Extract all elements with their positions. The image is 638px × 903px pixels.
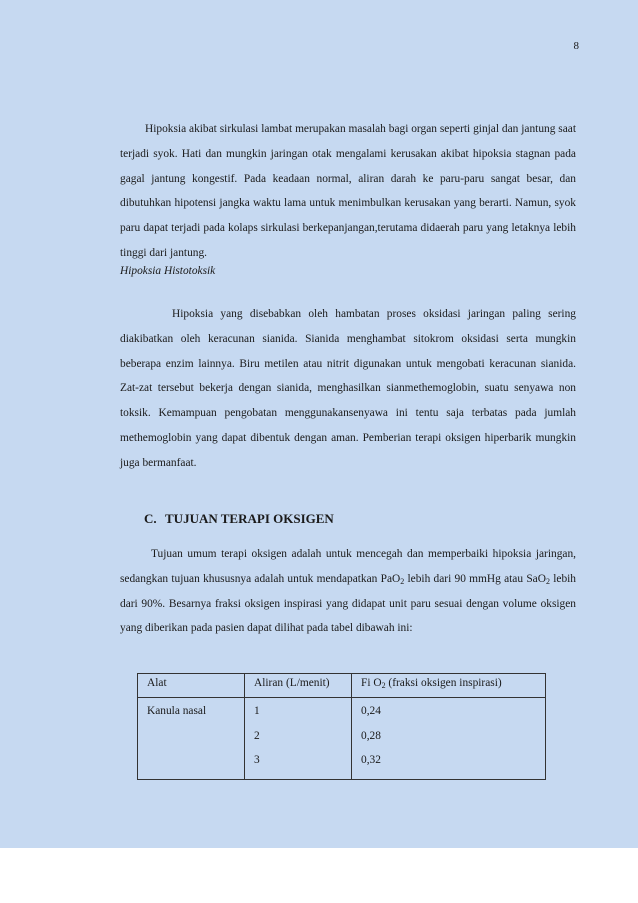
paragraph-text-part: lebih dari 90%. Besarnya fraksi oksigen inspirasi yang didapat unit paru sesuai dengan volume oksigen yang diberikan pada pasien dapat dilihat pada tabel dibawah ini: (120, 572, 576, 635)
paragraph-text-part: lebih dari 90 mmHg atau SaO (404, 572, 546, 585)
paragraph-text-part: Tujuan umum terapi oksigen adalah untuk mencegah dan memperbaiki hipoksia jaringan, sedangkan tujuan khususnya adalah untuk mendapatkan PaO (120, 548, 576, 585)
fraction-value: 0,32 (361, 754, 381, 767)
subscript: 2 (545, 576, 550, 586)
header-tool: Alat (138, 674, 245, 698)
header-fio2 (352, 674, 546, 698)
fraction-value: 0,28 (361, 729, 381, 742)
tool-name: Kanula nasal (147, 705, 207, 717)
section-number: C. (144, 511, 157, 526)
header-fio2-text: (fraksi oksigen inspirasi) (385, 677, 502, 689)
cell-fractions (352, 698, 546, 780)
flow-value: 3 (254, 754, 260, 767)
subheading-hipoksia-histotoksik: Hipoksia Histotoksik (120, 265, 216, 277)
paragraph-hipoksia-sirkulasi: Hipoksia akibat sirkulasi lambat merupakan masalah bagi organ seperti ginjal dan jantung saat terjadi syok. Hati dan mungkin jaringan otak mengalami kerusakan akibat hipoksia stagnan pada gagal jantung kongestif. Pada keadaan normal, aliran darah ke paru-paru sangat besar, dan dibutuhkan hipotensi jangka waktu lama untuk menimbulkan kerusakan yang berarti. Namun, syok paru dapat terjadi pada kolaps sirkulasi berkepanjangan,terutama didaerah paru yang letaknya lebih tinggi dari jantung. (120, 123, 576, 259)
subscript: 2 (400, 576, 405, 586)
cell-tool (138, 698, 245, 780)
header-flow: Aliran (L/menit) (245, 674, 352, 698)
section-heading (144, 511, 334, 527)
table-header-row (138, 674, 546, 698)
fraction-value: 0,24 (361, 705, 381, 717)
table-row (138, 698, 546, 780)
flow-value: 2 (254, 729, 260, 742)
oxygen-fraction-table (137, 673, 546, 780)
page-number: 8 (573, 40, 579, 52)
subscript: 2 (381, 681, 386, 690)
section-title: TUJUAN TERAPI OKSIGEN (165, 511, 334, 526)
paragraph-hipoksia-histotoksik: Hipoksia yang disebabkan oleh hambatan proses oksidasi jaringan paling sering diakibatkan oleh keracunan sianida. Sianida menghambat sitokrom oksidasi serta mungkin beberapa enzim lainnya. Biru metilen atau nitrit digunakan untuk mengobati keracunan sianida. Zat-zat tersebut bekerja dengan sianida, menghasilkan sianmethemoglobin, suatu senyawa non toksik. Kemampuan pengobatan menggunakansenyawa ini tentu saja terbatas pada jumlah methemoglobin yang dapat dibentuk dengan aman. Pemberian terapi oksigen hiperbarik mungkin juga bermanfaat. (120, 308, 576, 469)
paragraph-tujuan-terapi (120, 542, 576, 641)
flow-value: 1 (254, 705, 260, 717)
header-fio2-text: Fi O (361, 677, 382, 689)
cell-flows (245, 698, 352, 780)
